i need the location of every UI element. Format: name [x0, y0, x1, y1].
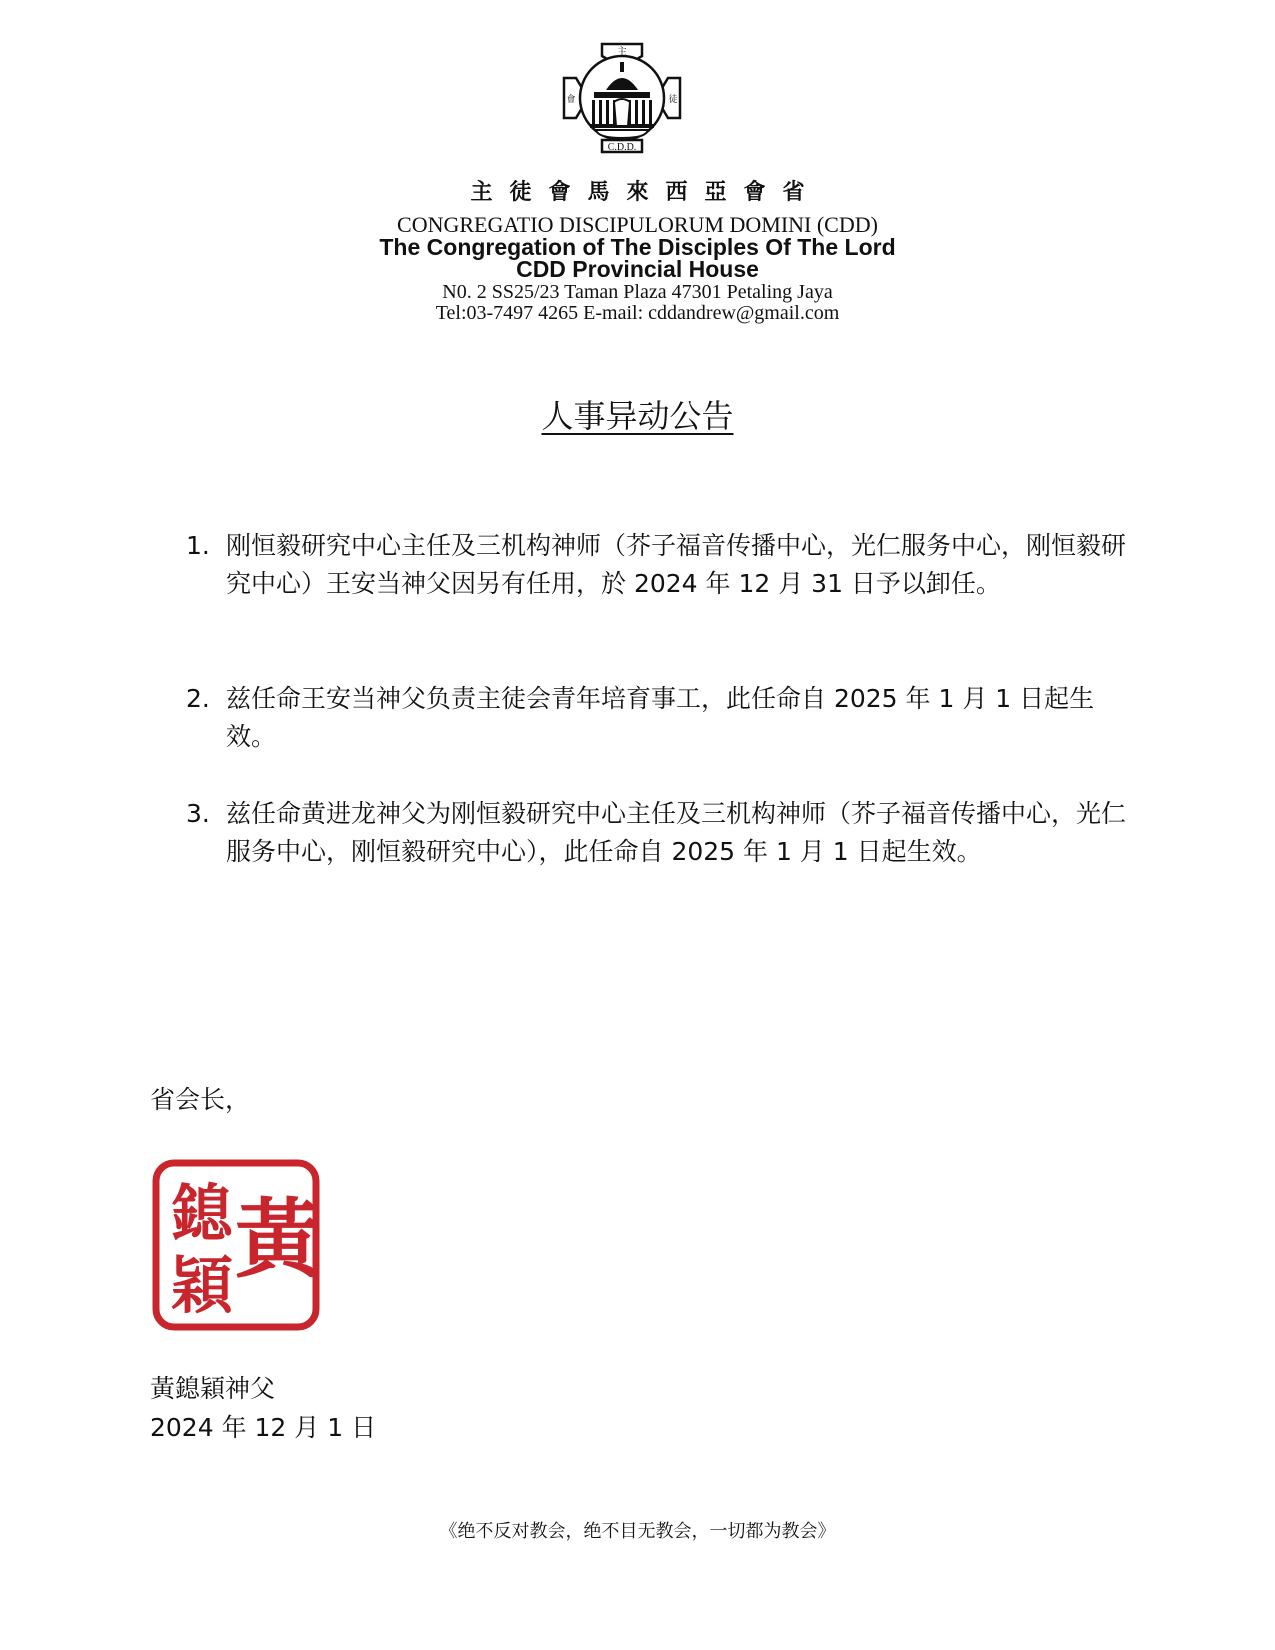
latin-org-name: CONGREGATIO DISCIPULORUM DOMINI (CDD) — [397, 212, 878, 237]
document-title-text: 人事异动公告 — [541, 397, 734, 435]
list-item — [186, 795, 1136, 871]
cdd-emblem-icon — [562, 42, 682, 154]
list-item — [186, 527, 1136, 603]
list-item-number: 2. — [186, 684, 210, 713]
svg-text:黃: 黃 — [235, 1189, 321, 1290]
list-item-number: 3. — [186, 799, 210, 828]
list-item-text: 兹任命王安当神父负责主徒会青年培育事工，此任命自 2025 年 1 月 1 日起生效。 — [226, 684, 1095, 751]
salutation: 省会长， — [150, 1085, 251, 1114]
red-name-seal-icon — [150, 1157, 322, 1333]
svg-text:穎: 穎 — [170, 1249, 234, 1322]
signer-name: 黃鎴穎神父 — [150, 1374, 276, 1403]
svg-text:C.D.D.: C.D.D. — [607, 142, 637, 153]
svg-text:主: 主 — [617, 47, 627, 58]
signature-date: 2024 年 12 月 1 日 — [150, 1413, 377, 1442]
svg-text:徒: 徒 — [668, 95, 678, 105]
document-title — [0, 396, 1275, 436]
list-item — [186, 680, 1136, 756]
address-line: N0. 2 SS25/23 Taman Plaza 47301 Petaling Jaya — [442, 281, 833, 303]
house-name: CDD Provincial House — [516, 256, 759, 282]
chinese-org-name: 主徒會馬來西亞會省 — [470, 180, 822, 205]
english-org-name: The Congregation of The Disciples Of The Lord — [379, 234, 896, 260]
list-item-text: 兹任命黄进龙神父为刚恒毅研究中心主任及三机构神师（芥子福音传播中心，光仁服务中心，刚恒毅研究中心），此任命自 2025 年 1 月 1 日起生效。 — [226, 799, 1127, 866]
list-item-text: 刚恒毅研究中心主任及三机构神师（芥子福音传播中心，光仁服务中心，刚恒毅研究中心）王安当神父因另有任用，於 2024 年 12 月 31 日予以卸任。 — [226, 531, 1127, 598]
contact-line: Tel:03-7497 4265 E-mail: cddandrew@gmail.com — [435, 302, 840, 324]
svg-text:鎴: 鎴 — [170, 1177, 234, 1250]
list-item-number: 1. — [186, 531, 210, 560]
svg-text:會: 會 — [566, 95, 576, 105]
footer-motto: 《绝不反对教会，绝不目无教会，一切都为教会》 — [439, 1521, 836, 1542]
